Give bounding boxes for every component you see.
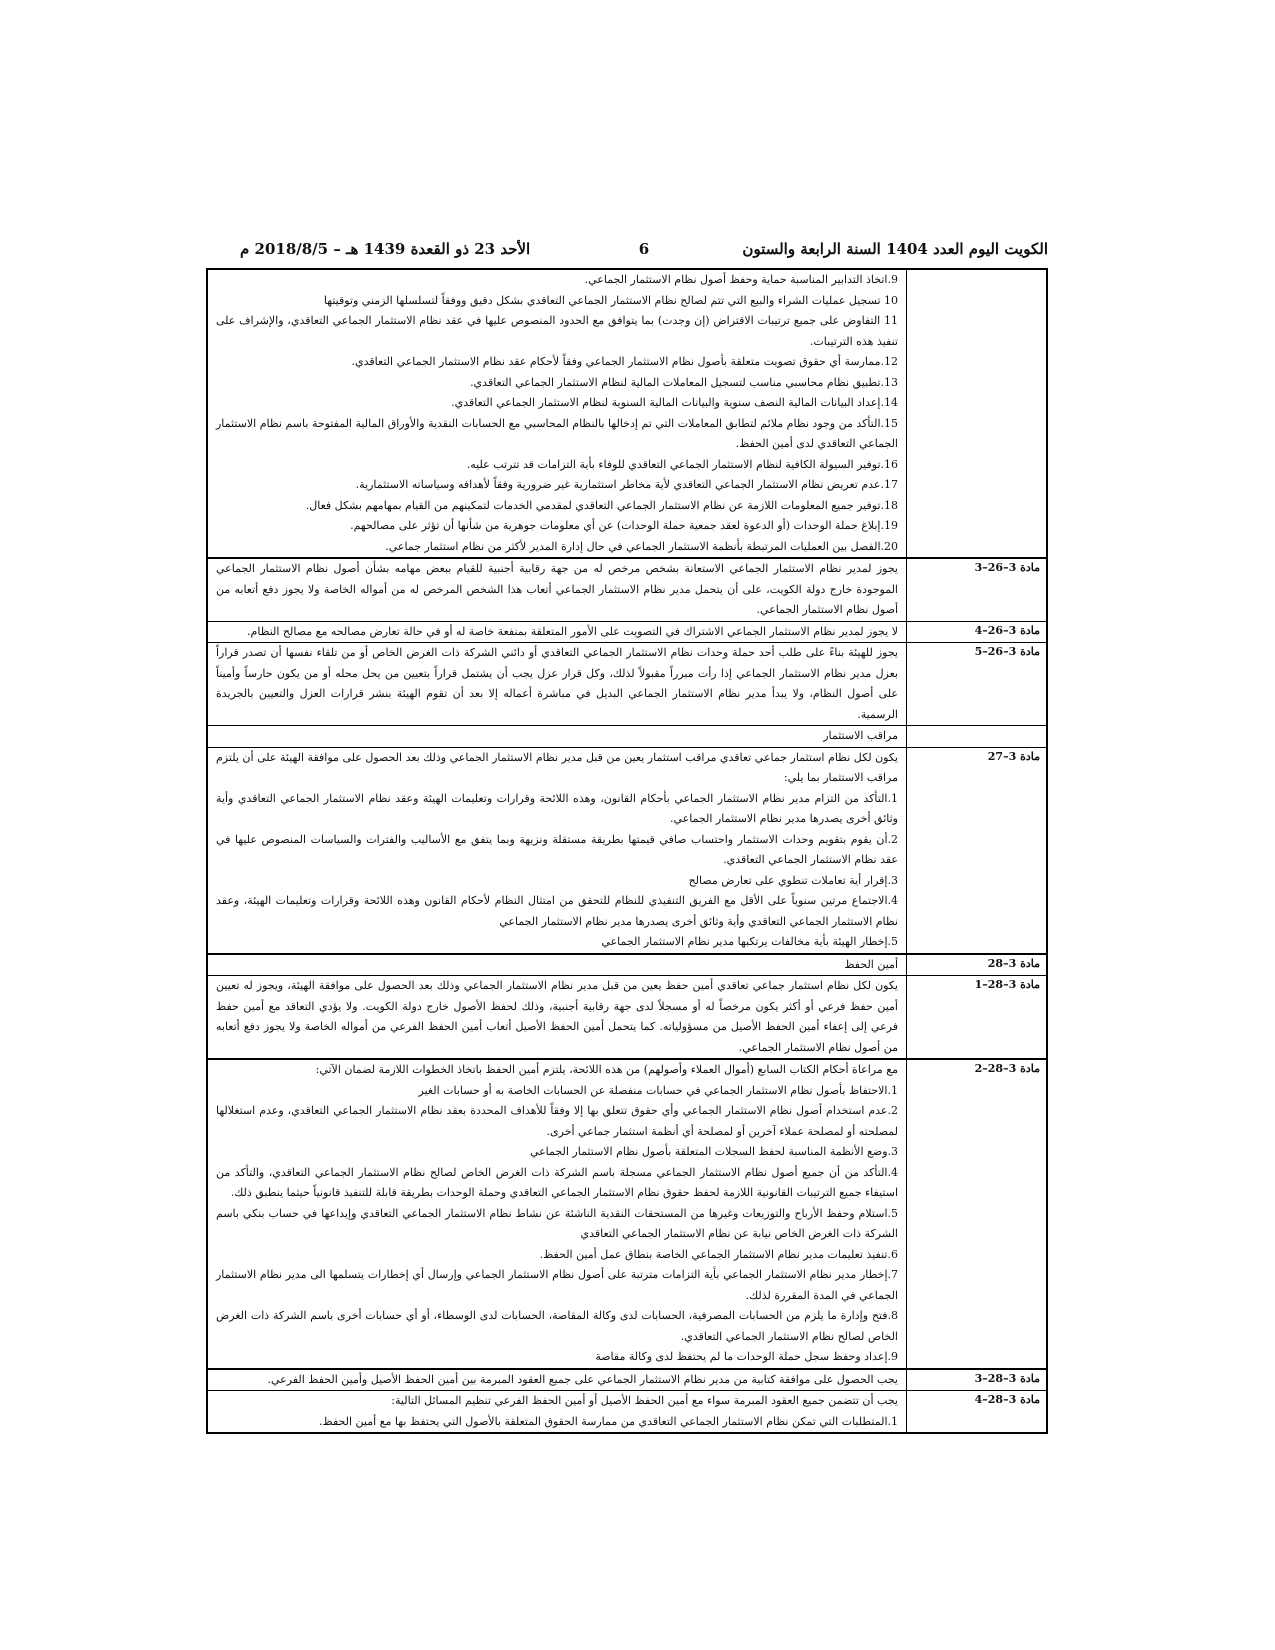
page-number: 6 <box>638 240 650 258</box>
article-number: مادة 3–28 <box>906 955 1046 976</box>
paragraph: يجب أن تتضمن جميع العقود المبرمة سواء مع أمين الحفظ الأصيل أو أمين الحفظ الفرعي تنظيم المسائل التالية: <box>391 1394 898 1407</box>
table-row <box>208 976 1046 1060</box>
table-row <box>208 643 1046 726</box>
article-number: مادة 3–27 <box>906 748 1046 953</box>
article-number: مادة 3–28–2 <box>906 1060 1046 1368</box>
table-row <box>208 270 1046 559</box>
table-row <box>208 748 1046 955</box>
page-header <box>240 240 1048 266</box>
table-row <box>208 1370 1046 1392</box>
gazette-title: الكويت اليوم العدد 1404 السنة الرابعة والستون <box>742 240 1048 258</box>
table-row <box>208 559 1046 622</box>
article-number: مادة 3–26–3 <box>906 559 1046 621</box>
paragraph: 8.فتح وإدارة ما يلزم من الحسابات المصرفية، الحسابات لدى وكالة المقاصة، الحسابات لدى الوسطاء، أو أي حسابات أخرى باسم الشركة ذات الغرض الخاص لصالح نظام الاستثمار الجماعي التعاقدي. <box>216 1309 898 1343</box>
article-number: مادة 3–26–5 <box>906 643 1046 725</box>
table-row <box>208 955 1046 977</box>
paragraph: 1.التأكد من التزام مدير نظام الاستثمار الجماعي بأحكام القانون، وهذه اللائحة وقرارات وتعليمات الهيئة وعقد نظام الاستثمار الجماعي التعاقدي وأية وثائق أخرى يصدرها مدير نظام الاستثمار الجماعي. <box>216 791 898 825</box>
issue-date: الأحد 23 ذو القعدة 1439 هـ – 2018/8/5 م <box>240 240 531 258</box>
paragraph: 1.الاحتفاظ بأصول نظام الاستثمار الجماعي في حسابات منفصلة عن الحسابات الخاصة به أو حسابات الغير <box>418 1083 898 1097</box>
article-text <box>208 1370 906 1391</box>
article-number <box>906 270 1046 557</box>
article-text <box>208 559 906 621</box>
paragraph: 5.استلام وحفظ الأرباح والتوزيعات وغيرها من المستحقات النقدية الناشئة عن نشاط نظام الاستثمار الجماعي التعاقدي وإيداعها في حساب بنكي باسم الشركة ذات الغرض الخاص نيابة عن نظام الاستثمار الجماعي التعاقدي <box>216 1206 898 1240</box>
paragraph: يجوز لمدير نظام الاستثمار الجماعي الاستعانة بشخص مرخص له من جهة رقابية أجنبية للقيام ببعض مهامه بشأن أصول نظام الاستثمار الجماعي الموجودة خارج دولة الكويت، على أن يتحمل مدير نظام الاستثمار الجماعي أتعاب هذا الشخص المرخص له من أمواله الخاصة ولا يجوز دفع أتعابه من أصول نظام الاستثمار الجماعي. <box>216 562 898 616</box>
paragraph: 10 تسجيل عمليات الشراء والبيع التي تتم لصالح نظام الاستثمار الجماعي التعاقدي بشكل دقيق ووفقاً لتسلسلها الزمني وتوقيتها <box>323 293 898 307</box>
article-text <box>208 1391 906 1432</box>
paragraph: 19.إبلاغ حملة الوحدات (أو الدعوة لعقد جمعية حملة الوحدات) عن أي معلومات جوهرية من شأنها أن تؤثر على مصالحهم. <box>350 519 898 532</box>
article-number: مادة 3–26–4 <box>906 622 1046 643</box>
article-number: مادة 3–28–1 <box>906 976 1046 1058</box>
paragraph: لا يجوز لمدير نظام الاستثمار الجماعي الاشتراك في التصويت على الأمور المتعلقة بمنفعة خاصة له أو في حالة تعارض مصالحه مع مصالح النظام. <box>247 624 898 638</box>
article-text <box>208 726 906 747</box>
paragraph: 13.تطبيق نظام محاسبي مناسب لتسجيل المعاملات المالية لنظام الاستثمار الجماعي التعاقدي. <box>470 375 898 389</box>
paragraph: 16.توفير السيولة الكافية لنظام الاستثمار الجماعي التعاقدي للوفاء بأية التزامات قد تترتب عليه. <box>466 457 898 471</box>
table-row <box>208 1060 1046 1370</box>
article-text <box>208 748 906 953</box>
paragraph: 1.المتطلبات التي تمكن نظام الاستثمار الجماعي التعاقدي من ممارسة الحقوق المتعلقة بالأصول التي يحتفظ بها مع أمين الحفظ. <box>319 1414 898 1428</box>
paragraph: 14.إعداد البيانات المالية النصف سنوية والبيانات المالية السنوية لنظام الاستثمار الجماعي التعاقدي. <box>451 396 898 409</box>
paragraph: 2.أن يقوم بتقويم وحدات الاستثمار واحتساب صافي قيمتها بطريقة مستقلة ونزيهة وبما يتفق مع الأساليب والفترات والسياسات المنصوص عليها في عقد نظام الاستثمار الجماعي التعاقدي. <box>216 832 898 866</box>
table-row <box>208 726 1046 748</box>
table-row <box>208 622 1046 644</box>
paragraph: 3.إقرار أية تعاملات تنطوي على تعارض مصالح <box>688 873 898 887</box>
paragraph: 17.عدم تعريض نظام الاستثمار الجماعي التعاقدي لأية مخاطر استثمارية غير ضرورية وفقاً لأهدافه وسياساته الاستثمارية. <box>355 478 898 491</box>
article-text <box>208 622 906 643</box>
paragraph: 7.إخطار مدير نظام الاستثمار الجماعي بأية التزامات مترتبة على أصول نظام الاستثمار الجماعي وإرسال أي إخطارات يتسلمها الى مدير نظام الاستثمار الجماعي في المدة المقررة لذلك. <box>216 1268 898 1302</box>
paragraph: 12.ممارسة أي حقوق تصويت متعلقة بأصول نظام الاستثمار الجماعي وفقاً لأحكام عقد نظام الاستثمار الجماعي التعاقدي. <box>351 355 898 368</box>
paragraph: مراقب الاستثمار <box>823 729 898 742</box>
paragraph: 4.التأكد من أن جميع أصول نظام الاستثمار الجماعي مسجلة باسم الشركة ذات الغرض الخاص لصالح نظام الاستثمار الجماعي التعاقدي، والتأكد من استيفاء جميع الترتيبات القانونية اللازمة لحفظ حقوق نظام الاستثمار الجماعي التعاقدي وحملة الوحدات بطريقة قابلة للتنفيذ قانونياً حيثما ينطبق ذلك. <box>216 1165 898 1199</box>
paragraph: مع مراعاة أحكام الكتاب السابع (أموال العملاء وأصولهم) من هذه اللائحة، يلتزم أمين الحفظ باتخاذ الخطوات اللازمة لضمان الآتي: <box>315 1063 898 1076</box>
paragraph: 2.عدم استخدام أصول نظام الاستثمار الجماعي وأي حقوق تتعلق بها إلا وفقاً للأهداف المحددة بعقد نظام الاستثمار الجماعي التعاقدي، وعدم استغلالها لمصلحته أو لمصلحة عملاء آخرين أو لمصلحة أي أنظمة استثمار جماعي أخرى. <box>216 1104 898 1138</box>
paragraph: 6.تنفيذ تعليمات مدير نظام الاستثمار الجماعي الخاصة بنطاق عمل أمين الحفظ. <box>539 1247 898 1261</box>
paragraph: 3.وضع الأنظمة المناسبة لحفظ السجلات المتعلقة بأصول نظام الاستثمار الجماعي <box>529 1145 898 1158</box>
paragraph: 9.اتخاذ التدابير المناسبة حماية وحفظ أصول نظام الاستثمار الجماعي. <box>584 273 898 286</box>
paragraph: 5.إخطار الهيئة بأية مخالفات يرتكبها مدير نظام الاستثمار الجماعي <box>601 935 898 948</box>
paragraph: 20.الفصل بين العمليات المرتبطة بأنظمة الاستثمار الجماعي في حال إدارة المدير لأكثر من نظام استثمار جماعي. <box>385 539 898 553</box>
paragraph: 11 التفاوض على جميع ترتيبات الاقتراض (إن وجدت) بما يتوافق مع الحدود المنصوص عليها في عقد نظام الاستثمار الجماعي التعاقدي، والإشراف على تنفيذ هذه الترتيبات. <box>216 314 898 348</box>
article-number: مادة 3–28–3 <box>906 1370 1046 1391</box>
article-number: مادة 3–28–4 <box>906 1391 1046 1432</box>
table-row <box>208 1391 1046 1432</box>
paragraph: يجوز للهيئة بناءً على طلب أحد حملة وحدات نظام الاستثمار الجماعي التعاقدي أو دائني الشركة ذات الغرض الخاص أو من تلقاء نفسها أن تصدر قراراً بعزل مدير نظام الاستثمار الجماعي إذا رأت مبرراً مقبولاً لذلك، وكل قرار عزل يجب أن يشتمل قراراً بتعيين من يحل محله أو من يكون حارساً وأميناً على أصول النظام، ولا يبدأ مدير نظام الاستثمار الجماعي البديل في مباشرة أعماله إلا بعد أن تقوم الهيئة بنشر قرارات العزل والتعيين بالجريدة الرسمية. <box>216 646 898 721</box>
article-text <box>208 955 906 976</box>
paragraph: 15.التأكد من وجود نظام ملائم لتطابق المعاملات التي تم إدخالها بالنظام المحاسبي مع الحسابات النقدية والأوراق المالية المفتوحة باسم نظام الاستثمار الجماعي التعاقدي لدى أمين الحفظ. <box>216 416 898 450</box>
article-text <box>208 1060 906 1368</box>
articles-table <box>206 268 1048 1434</box>
paragraph: أمين الحفظ <box>844 957 898 971</box>
paragraph: 9.إعداد وحفظ سجل حملة الوحدات ما لم يحتفظ لدى وكالة مقاصة <box>595 1350 898 1363</box>
paragraph: يجب الحصول على موافقة كتابية من مدير نظام الاستثمار الجماعي على جميع العقود المبرمة بين أمين الحفظ الأصيل وأمين الحفظ الفرعي. <box>267 1372 898 1386</box>
paragraph: يكون لكل نظام استثمار جماعي تعاقدي أمين حفظ يعين من قبل مدير نظام الاستثمار الجماعي وذلك بعد الحصول على موافقة الهيئة، ويجوز له تعيين أمين حفظ فرعي أو أكثر يكون مرخصاً له أو مسجلاً لدى جهة رقابية أجنبية، وذلك لحفظ الأصول خارج دولة الكويت. ولا يؤدي التعاقد مع أمين حفظ فرعي إلى إعفاء أمين الحفظ الأصيل من مسؤولياته. كما يتحمل أمين الحفظ الأصيل أتعاب أمين الحفظ الفرعي من أمواله الخاصة ولا يجوز دفع أتعابه من أصول نظام الاستثمار الجماعي. <box>216 979 898 1054</box>
paragraph: يكون لكل نظام استثمار جماعي تعاقدي مراقب استثمار يعين من قبل مدير نظام الاستثمار الجماعي وذلك بعد الحصول على موافقة الهيئة على أن يلتزم مراقب الاستثمار بما يلي: <box>216 750 898 784</box>
article-text <box>208 643 906 725</box>
paragraph: 4.الاجتماع مرتين سنوياً على الأقل مع الفريق التنفيذي للنظام للتحقق من امتثال النظام لأحكام القانون وهذه اللائحة وقرارات وتعليمات الهيئة، وعقد نظام الاستثمار الجماعي التعاقدي وأية وثائق أخرى يصدرها مدير نظام الاستثمار الجماعي <box>216 894 898 928</box>
article-number <box>906 726 1046 747</box>
article-text <box>208 976 906 1058</box>
paragraph: 18.توفير جميع المعلومات اللازمة عن نظام الاستثمار الجماعي التعاقدي لمقدمي الخدمات لتمكينهم من القيام بمهامهم بشكل فعال. <box>305 498 898 512</box>
article-text <box>208 270 906 557</box>
